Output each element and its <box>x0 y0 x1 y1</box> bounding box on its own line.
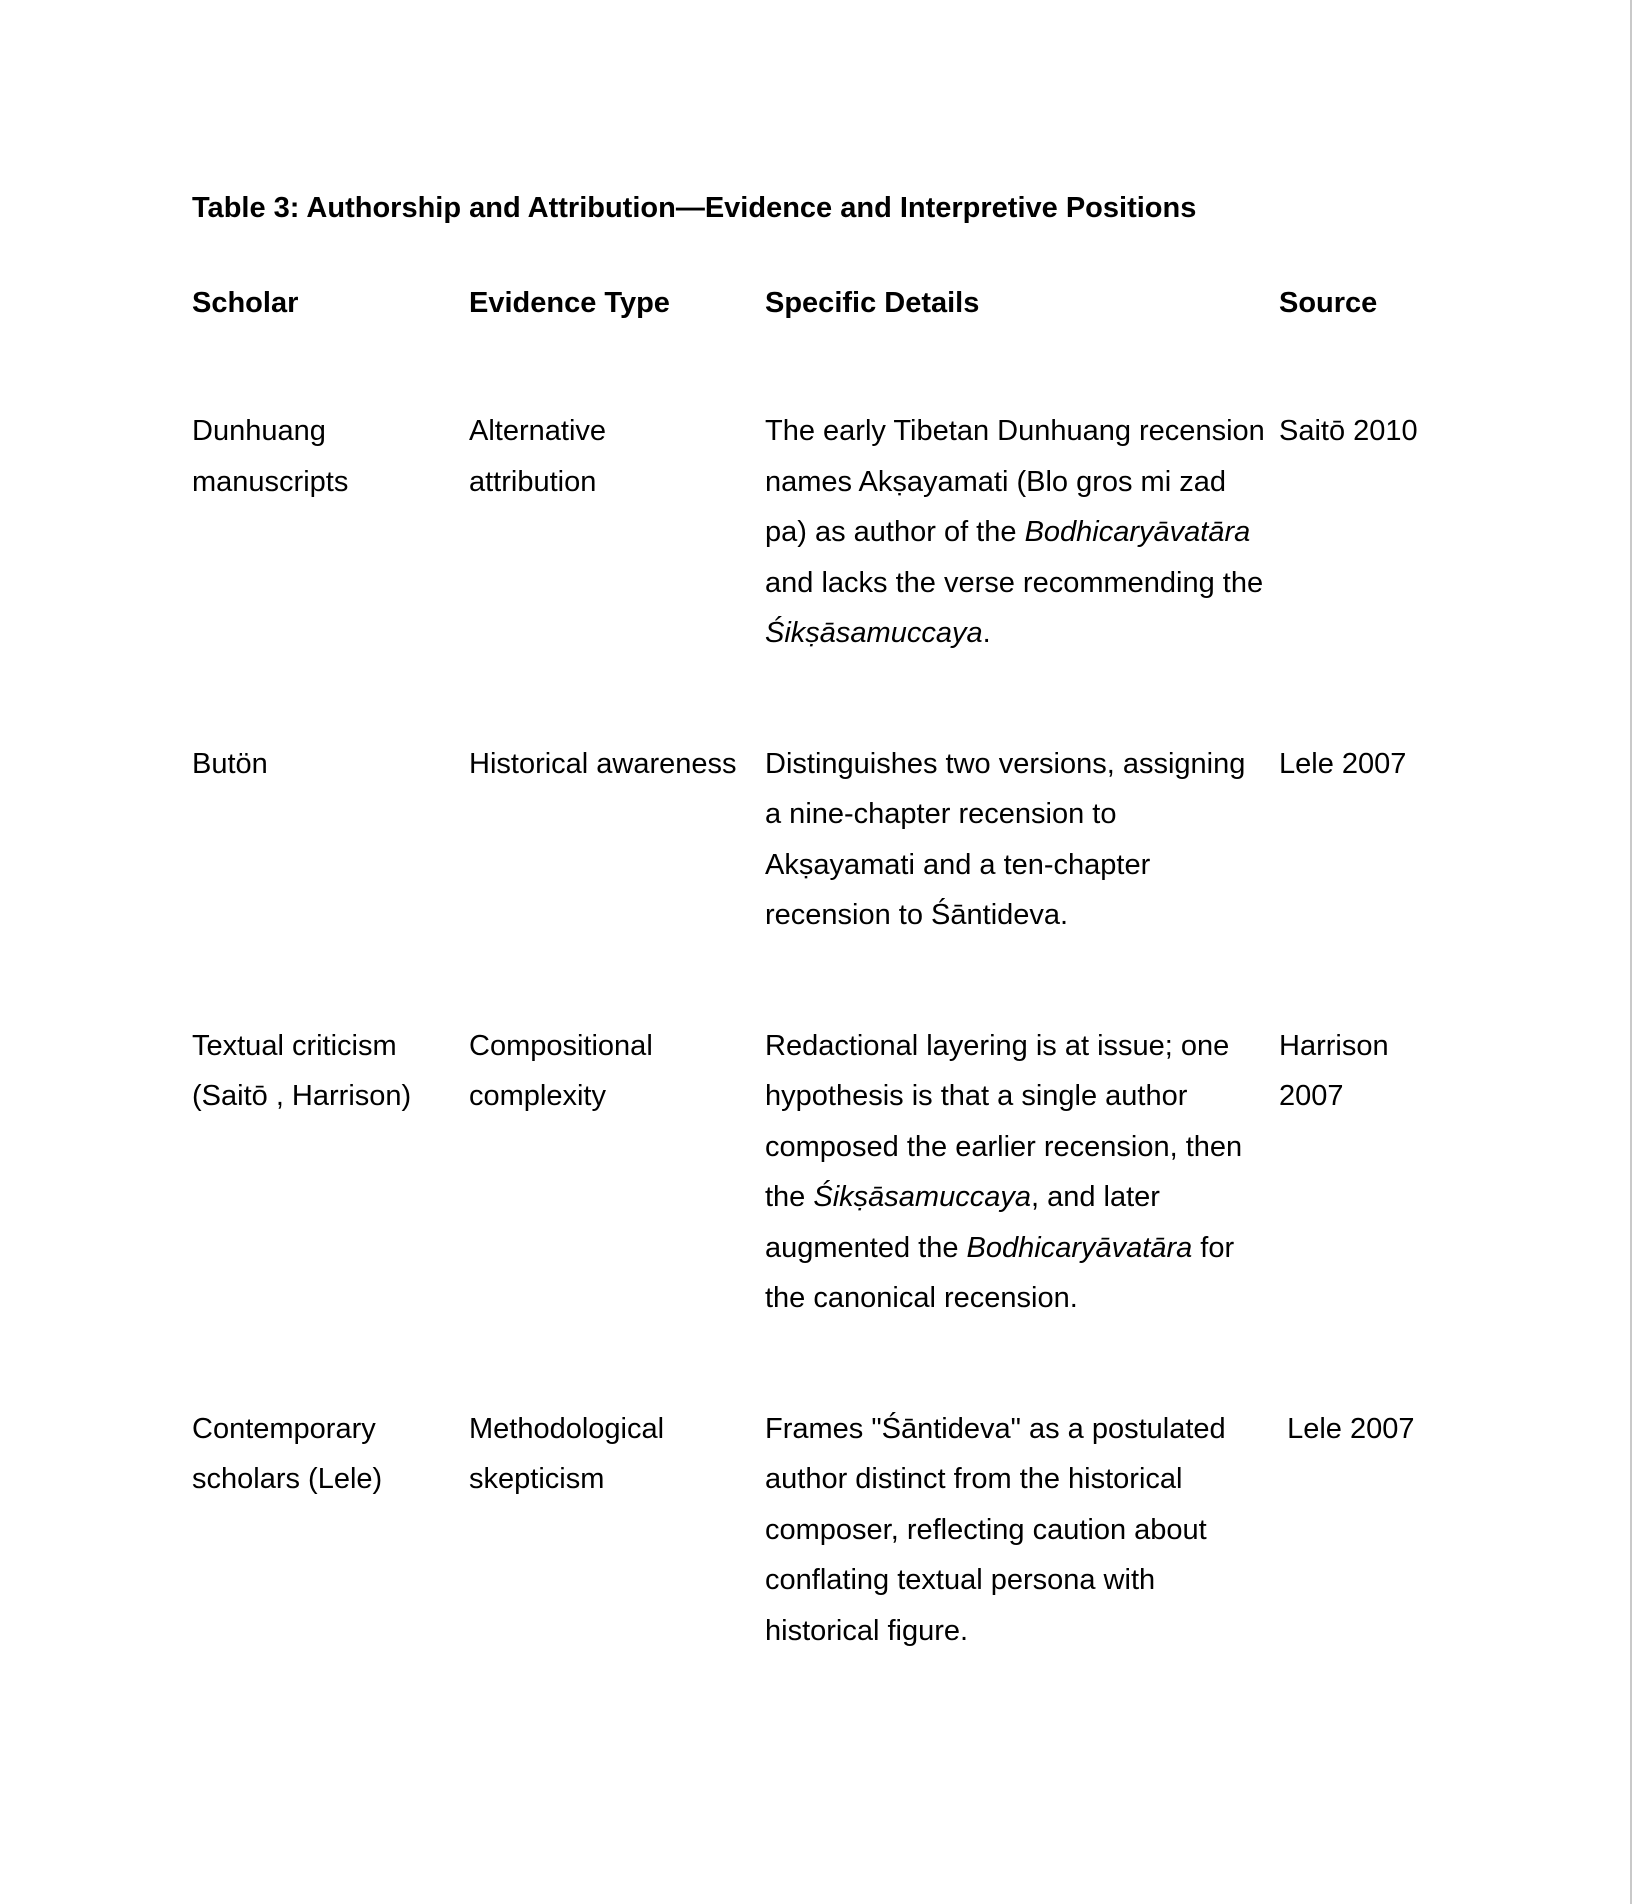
source-text: Saitō 2010 <box>1279 415 1418 447</box>
column-header-specific-details: Specific Details <box>765 286 980 319</box>
evidence-type-text: Methodological skepticism <box>469 1412 665 1495</box>
cell-scholar <box>192 406 469 739</box>
cell-evidence-type <box>469 739 765 1021</box>
details-text <box>765 1021 1267 1324</box>
column-header-source: Source <box>1279 286 1378 319</box>
scholar-text: Dunhuang manuscripts <box>192 415 349 498</box>
italic-title-text: Bodhicaryāvatāra <box>966 1231 1193 1264</box>
details-run: Distinguishes two versions, assigning a nine-chapter recension to Akṣayamati and a ten-chapter recension to Śāntideva. <box>765 747 1246 931</box>
details-run: Frames "Śāntideva" as a postulated author distinct from the historical composer, reflecting caution about conflating textual persona with historical figure. <box>765 1412 1226 1647</box>
italic-title-text: Śikṣāsamuccaya <box>813 1181 1031 1213</box>
cell-specific-details <box>765 1404 1279 1737</box>
cell-evidence-type <box>469 1404 765 1737</box>
cell-source <box>1279 1404 1492 1737</box>
details-run: and lacks the verse recommending the <box>765 566 1264 599</box>
document-page <box>192 183 1592 1736</box>
source-text: Lele 2007 <box>1279 1412 1415 1445</box>
table-row <box>192 739 1492 1021</box>
table-row <box>192 406 1492 739</box>
details-run: The early Tibetan Dunhuang recension names Akṣayamati (Blo gros mi zad pa) as author of the <box>765 415 1265 548</box>
cell-source <box>1279 739 1492 1021</box>
details-run: . <box>982 617 991 649</box>
table-row <box>192 1404 1492 1737</box>
cell-evidence-type <box>469 1021 765 1404</box>
scholar-text: Butön <box>192 747 268 780</box>
italic-title-text: Śikṣāsamuccaya <box>765 617 983 649</box>
cell-specific-details <box>765 1021 1279 1404</box>
column-header-scholar: Scholar <box>192 286 299 319</box>
table-header-row <box>192 278 1492 407</box>
cell-evidence-type <box>469 406 765 739</box>
italic-title-text: Bodhicaryāvatāra <box>1024 516 1251 548</box>
column-header-evidence-type: Evidence Type <box>469 286 670 319</box>
details-text <box>765 406 1267 659</box>
cell-scholar <box>192 1404 469 1737</box>
details-text <box>765 739 1267 941</box>
source-text: Harrison 2007 <box>1279 1029 1397 1112</box>
cell-scholar <box>192 739 469 1021</box>
details-run: , and later augmented the <box>765 1181 1160 1264</box>
table-title: Table 3: Authorship and Attribution—Evidence and Interpretive Positions <box>192 192 1197 224</box>
evidence-type-text: Alternative attribution <box>469 415 607 498</box>
source-text: Lele 2007 <box>1279 747 1407 780</box>
details-run: Redactional layering is at issue; one hypothesis is that a single author composed the earlier recension, then the <box>765 1029 1243 1213</box>
cell-scholar <box>192 1021 469 1404</box>
table-row <box>192 1021 1492 1404</box>
scholar-text: Contemporary scholars (Lele) <box>192 1412 383 1495</box>
cell-source <box>1279 406 1492 739</box>
details-text <box>765 1404 1267 1657</box>
cell-specific-details <box>765 406 1279 739</box>
cell-source <box>1279 1021 1492 1404</box>
details-run: for the canonical recension. <box>765 1231 1235 1314</box>
authorship-evidence-table <box>192 278 1492 1737</box>
evidence-type-text: Historical awareness <box>469 747 737 780</box>
evidence-type-text: Compositional complexity <box>469 1029 653 1112</box>
cell-specific-details <box>765 739 1279 1021</box>
scholar-text: Textual criticism (Saitō , Harrison) <box>192 1029 412 1112</box>
